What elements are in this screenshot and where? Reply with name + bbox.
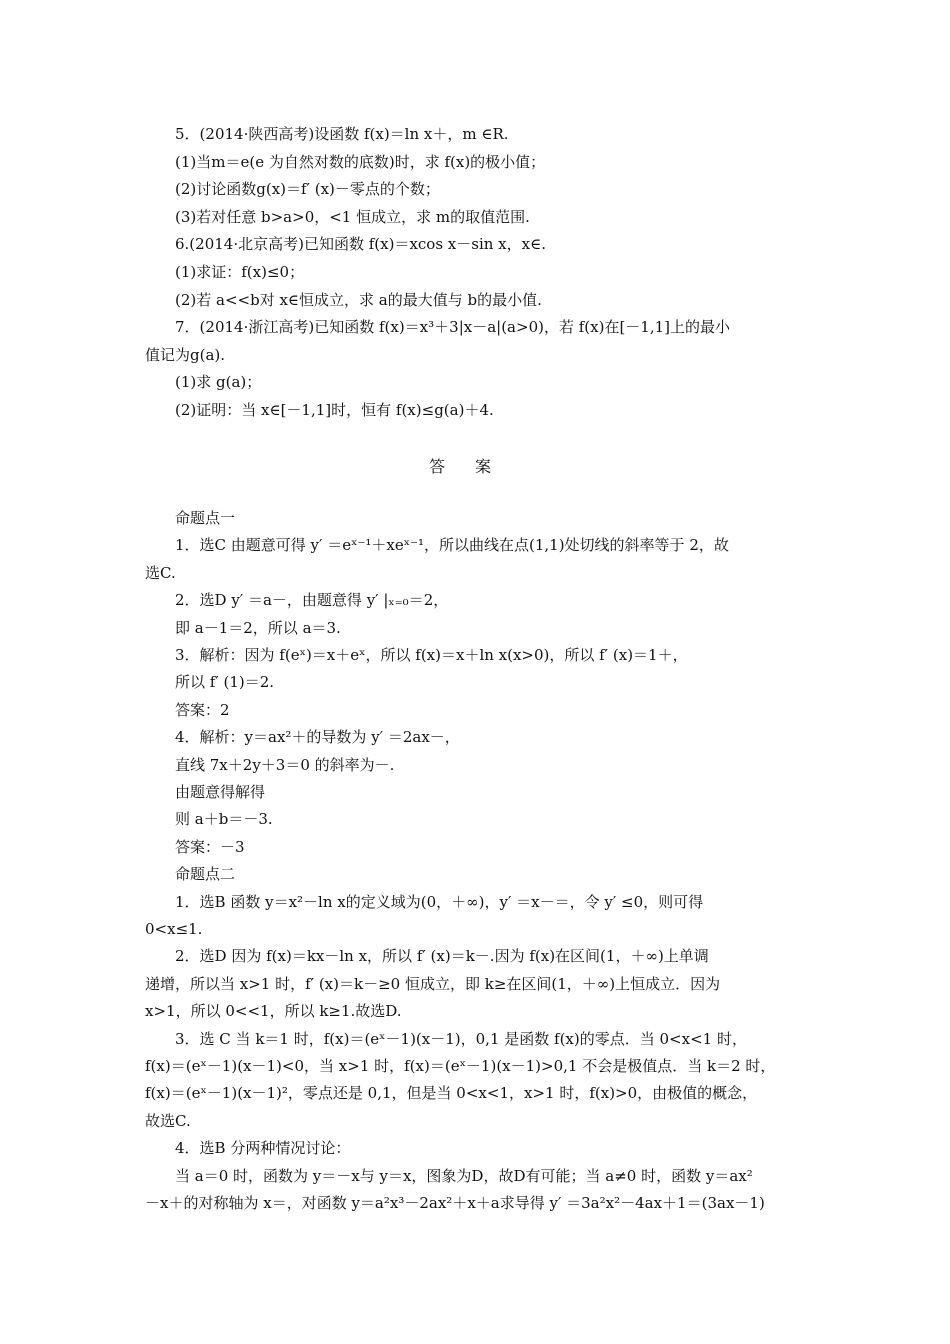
- answer-title: 答案: [428, 457, 521, 476]
- answer-line: 命题点二: [175, 865, 236, 884]
- problem-line: 5．(2014·陕西高考)设函数 f(x)＝ln x＋，m ∈R.: [175, 125, 509, 143]
- answer-line: 由题意得解得: [175, 783, 266, 801]
- answer-line: 4．选B 分两种情况讨论：: [175, 1139, 351, 1158]
- problem-line: (1)当m＝e(e 为自然对数的底数)时，求 f(x)的极小值；: [175, 152, 546, 171]
- answer-line: f(x)＝(eˣ－1)(x－1)<0，当 x>1 时，f(x)＝(eˣ－1)(x－1)>0,1 不会是极值点．当 k＝2 时，: [145, 1057, 776, 1075]
- problem-line: (1)求证：f(x)≤0；: [175, 263, 305, 281]
- problem-line: (2)证明：当 x∈[－1,1]时，恒有 f(x)≤g(a)＋4.: [175, 401, 494, 419]
- problem-line: 6.(2014·北京高考)已知函数 f(x)＝xcos x－sin x，x∈.: [175, 235, 546, 254]
- answer-line: －x＋的对称轴为 x＝，对函数 y＝a²x³－2ax²＋x＋a求导得 y′ ＝3a²x²－4ax＋1＝(3ax－1): [145, 1194, 765, 1212]
- answer-line: 递增，所以当 x>1 时，f′ (x)＝k－≥0 恒成立，即 k≥在区间(1，＋∞)上恒成立．因为: [145, 974, 721, 993]
- answer-line: 0<x≤1.: [145, 920, 203, 938]
- problem-line: (2)讨论函数g(x)＝f′ (x)－零点的个数；: [175, 180, 440, 199]
- problem-line: (2)若 a<<b对 x∈恒成立，求 a的最大值与 b的最小值.: [175, 290, 542, 309]
- problem-line: 值记为g(a).: [145, 345, 226, 364]
- answer-line: 1．选B 函数 y＝x²－ln x的定义域为(0，＋∞)，y′ ＝x－＝，令 y′ ≤0，则可得: [175, 892, 704, 911]
- answer-line: 答案：－3: [175, 837, 245, 856]
- answer-line: 4．解析：y＝ax²＋的导数为 y′ ＝2ax－，: [175, 728, 460, 747]
- answer-line: 2．选D 因为 f(x)＝kx－ln x，所以 f′ (x)＝k－.因为 f(x)在区间(1，＋∞)上单调: [175, 947, 709, 966]
- answer-line: 命题点一: [175, 509, 236, 527]
- answer-line: 答案：2: [175, 700, 230, 719]
- answer-line: 1．选C 由题意可得 y′ ＝eˣ⁻¹＋xeˣ⁻¹，所以曲线在点(1,1)处切线的斜率等于 2，故: [175, 536, 729, 555]
- problem-line: (1)求 g(a)；: [175, 373, 262, 392]
- answer-line: 3．选 C 当 k＝1 时，f(x)＝(eˣ－1)(x－1)，0,1 是函数 f(x)的零点．当 0<x<1 时，: [175, 1029, 747, 1048]
- problem-line: 7．(2014·浙江高考)已知函数 f(x)＝x³＋3|x－a|(a>0)，若 f(x)在[－1,1]上的最小: [175, 318, 731, 337]
- answer-line: 3．解析：因为 f(eˣ)＝x＋eˣ，所以 f(x)＝x＋ln x(x>0)，所以 f′ (x)＝1＋，: [175, 646, 688, 664]
- problem-line: (3)若对任意 b>a>0，<1 恒成立，求 m的取值范围.: [175, 207, 530, 226]
- answer-line: 故选C.: [145, 1111, 191, 1130]
- answer-line: 当 a＝0 时，函数为 y＝－x与 y＝x，图象为D，故D有可能；当 a≠0 时，函数 y＝ax²: [175, 1166, 753, 1185]
- answer-line: x>1，所以 0<<1，所以 k≥1.故选D.: [145, 1002, 402, 1021]
- answer-line: 选C.: [145, 563, 176, 582]
- answer-line: 2．选D y′ ＝a－，由题意得 y′ |ₓ₌₀＝2，: [175, 591, 449, 610]
- answer-line: 直线 7x＋2y＋3＝0 的斜率为－.: [175, 755, 395, 774]
- answer-line: f(x)＝(eˣ－1)(x－1)²，零点还是 0,1，但是当 0<x<1，x>1 时，f(x)>0，由极值的概念，: [145, 1084, 758, 1103]
- answer-line: 即 a－1＝2，所以 a＝3.: [175, 618, 341, 637]
- answer-line: 则 a＋b＝－3.: [175, 810, 273, 829]
- answer-line: 所以 f′ (1)＝2.: [175, 673, 275, 692]
